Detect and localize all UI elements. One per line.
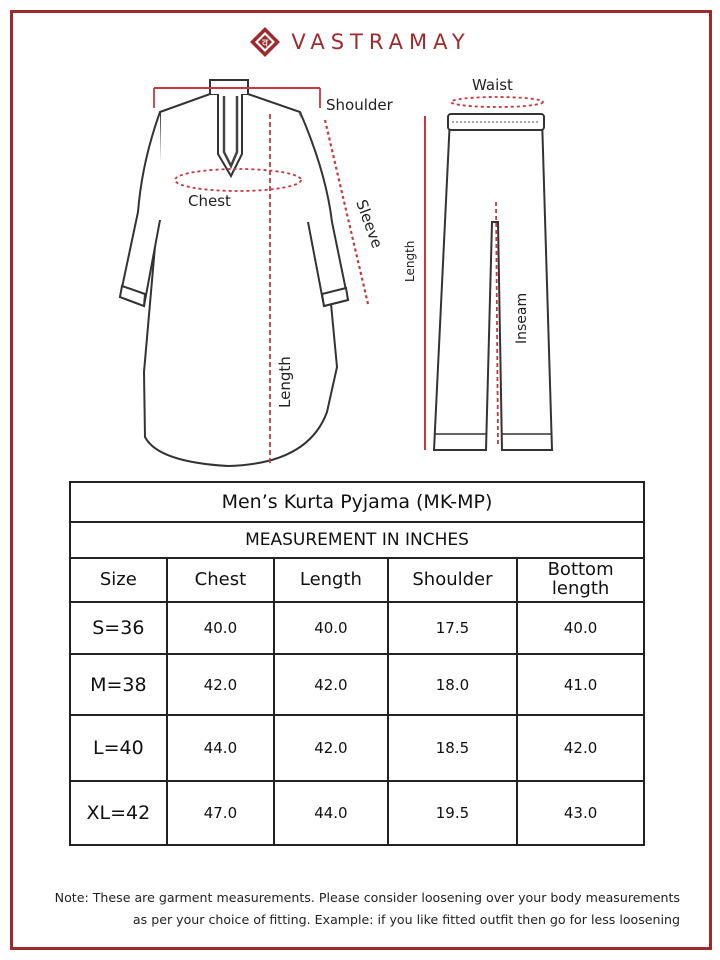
header-bottom-length: Bottom length bbox=[517, 558, 644, 602]
size-chart-table bbox=[69, 481, 645, 846]
header-size: Size bbox=[70, 558, 167, 602]
brand-logo-glyph: व bbox=[262, 36, 269, 50]
cell-shoulder: 17.5 bbox=[388, 602, 518, 654]
cell-length: 40.0 bbox=[274, 602, 388, 654]
table-row bbox=[70, 715, 644, 781]
cell-size: S=36 bbox=[70, 602, 167, 654]
header-length: Length bbox=[274, 558, 388, 602]
note-line-2: as per your choice of fitting. Example: if you like fitted outfit then go for less loosening bbox=[132, 912, 680, 927]
pyjama-illustration bbox=[434, 114, 552, 450]
kurta-label-chest: Chest bbox=[188, 192, 231, 210]
fitting-note bbox=[20, 887, 680, 931]
table-row bbox=[70, 602, 644, 654]
cell-shoulder: 19.5 bbox=[388, 781, 518, 845]
kurta-label-sleeve: Sleeve bbox=[352, 197, 387, 251]
header-chest: Chest bbox=[167, 558, 274, 602]
header-shoulder: Shoulder bbox=[388, 558, 518, 602]
cell-length: 42.0 bbox=[274, 715, 388, 781]
kurta-illustration bbox=[120, 80, 348, 466]
table-row bbox=[70, 781, 644, 845]
cell-chest: 47.0 bbox=[167, 781, 274, 845]
table-title: Men’s Kurta Pyjama (MK-MP) bbox=[70, 482, 644, 522]
cell-size: L=40 bbox=[70, 715, 167, 781]
pyjama-label-length: Length bbox=[403, 240, 417, 282]
cell-size: M=38 bbox=[70, 654, 167, 715]
cell-bottom-length: 40.0 bbox=[517, 602, 644, 654]
cell-shoulder: 18.0 bbox=[388, 654, 518, 715]
cell-chest: 40.0 bbox=[167, 602, 274, 654]
kurta-label-length: Length bbox=[276, 356, 294, 408]
cell-bottom-length: 41.0 bbox=[517, 654, 644, 715]
cell-chest: 44.0 bbox=[167, 715, 274, 781]
pyjama-label-waist: Waist bbox=[472, 76, 513, 94]
cell-bottom-length: 42.0 bbox=[517, 715, 644, 781]
garment-diagram bbox=[100, 72, 600, 472]
table-unit-caption: MEASUREMENT IN INCHES bbox=[70, 522, 644, 558]
pyjama-label-inseam: Inseam bbox=[514, 292, 530, 344]
cell-chest: 42.0 bbox=[167, 654, 274, 715]
cell-bottom-length: 43.0 bbox=[517, 781, 644, 845]
cell-length: 42.0 bbox=[274, 654, 388, 715]
brand-name: VASTRAMAY bbox=[291, 30, 471, 54]
cell-shoulder: 18.5 bbox=[388, 715, 518, 781]
cell-size: XL=42 bbox=[70, 781, 167, 845]
brand-logo-icon bbox=[249, 26, 281, 58]
table-row bbox=[70, 654, 644, 715]
note-line-1: Note: These are garment measurements. Please consider loosening over your body measurements bbox=[54, 890, 680, 905]
cell-length: 44.0 bbox=[274, 781, 388, 845]
kurta-label-shoulder: Shoulder bbox=[326, 96, 393, 114]
brand-header bbox=[0, 26, 720, 62]
